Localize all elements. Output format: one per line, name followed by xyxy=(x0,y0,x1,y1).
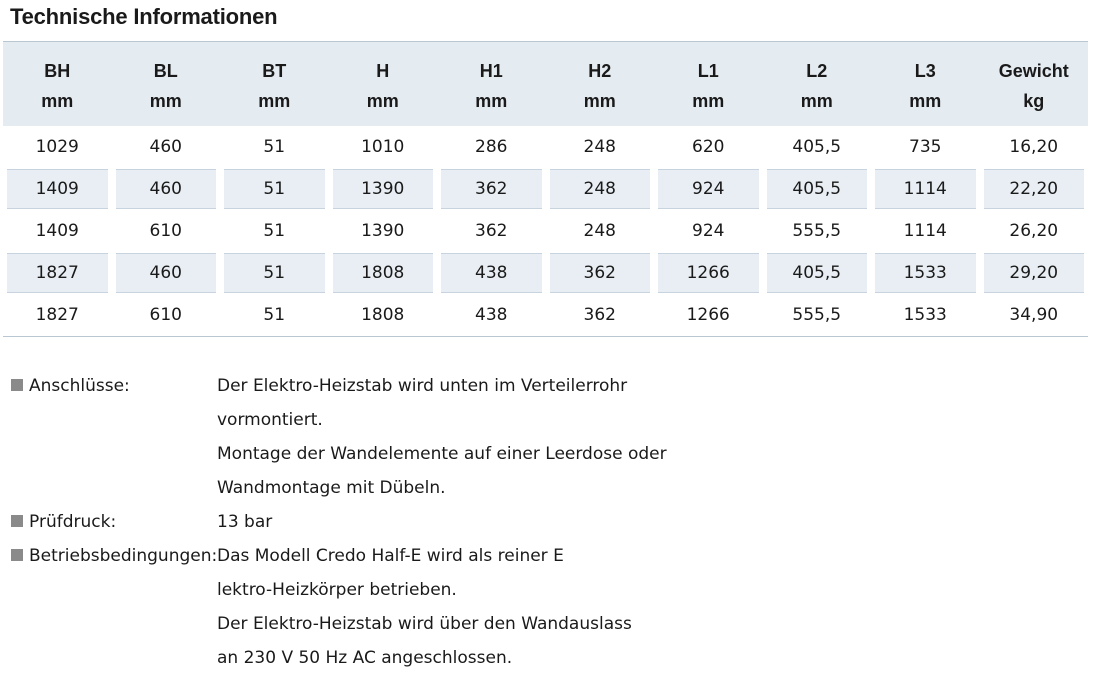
column-name: H1 xyxy=(479,61,503,81)
column-unit: kg xyxy=(1023,91,1045,111)
note-text xyxy=(217,539,632,675)
note-label: Betriebsbedingungen: xyxy=(29,546,218,566)
table-cell: 1114 xyxy=(903,221,947,241)
column-name: BH xyxy=(44,61,71,81)
column-name: Gewicht xyxy=(998,61,1069,81)
note-line: an 230 V 50 Hz AC angeschlossen. xyxy=(217,648,513,668)
table-cell: 51 xyxy=(224,169,325,209)
table-cell: 26,20 xyxy=(1009,221,1059,241)
table-cell: 1390 xyxy=(333,169,434,209)
table-cell: 16,20 xyxy=(1009,137,1059,157)
table-row xyxy=(3,294,1088,336)
table-cell: 1409 xyxy=(7,169,108,209)
column-unit: mm xyxy=(41,91,74,111)
table-cell: 405,5 xyxy=(767,253,868,293)
table-header xyxy=(3,42,1088,126)
table-cell: 1409 xyxy=(35,221,79,241)
table-cell: 1827 xyxy=(7,253,108,293)
table-cell: 362 xyxy=(583,305,616,325)
note-line: Der Elektro-Heizstab wird über den Wandauslass xyxy=(217,614,632,634)
table-cell: 610 xyxy=(149,305,182,325)
table-cell: 51 xyxy=(263,137,286,157)
note-line: vormontiert. xyxy=(217,410,323,430)
note-line: Das Modell Credo Half-E wird als reiner E xyxy=(217,546,564,566)
column-header-h xyxy=(329,42,438,126)
table-cell: 248 xyxy=(550,169,651,209)
table-cell: 1114 xyxy=(875,169,976,209)
column-unit: mm xyxy=(475,91,508,111)
note-label: Prüfdruck: xyxy=(29,512,117,532)
table-cell: 405,5 xyxy=(792,137,842,157)
column-unit: mm xyxy=(800,91,833,111)
square-bullet-icon xyxy=(11,379,23,391)
note-item xyxy=(11,539,667,675)
column-name: L1 xyxy=(697,61,719,81)
notes-list xyxy=(11,369,667,675)
column-name: BL xyxy=(153,61,178,81)
column-unit: mm xyxy=(909,91,942,111)
column-unit: mm xyxy=(583,91,616,111)
table-cell: 924 xyxy=(692,221,725,241)
table-row xyxy=(3,126,1088,168)
table-cell: 51 xyxy=(263,221,286,241)
table-cell: 438 xyxy=(475,305,508,325)
square-bullet-icon xyxy=(11,549,23,561)
table-cell: 1827 xyxy=(35,305,79,325)
table-cell: 460 xyxy=(116,253,217,293)
column-unit: mm xyxy=(149,91,182,111)
column-header-bt xyxy=(220,42,329,126)
table-body xyxy=(3,126,1088,336)
table-cell: 362 xyxy=(441,169,542,209)
note-item xyxy=(11,505,667,539)
table-cell: 610 xyxy=(149,221,182,241)
column-header-bl xyxy=(112,42,221,126)
table-cell: 1390 xyxy=(361,221,405,241)
table-cell: 362 xyxy=(475,221,508,241)
table-cell: 1808 xyxy=(333,253,434,293)
note-text xyxy=(217,505,272,539)
table-row xyxy=(3,252,1088,294)
table-cell: 1533 xyxy=(875,253,976,293)
note-text xyxy=(217,369,667,505)
table-cell: 1808 xyxy=(361,305,405,325)
table-cell: 460 xyxy=(149,137,182,157)
table-cell: 405,5 xyxy=(767,169,868,209)
note-item xyxy=(11,369,667,505)
note-line: Montage der Wandelemente auf einer Leerdose oder xyxy=(217,444,667,464)
table-cell: 1010 xyxy=(361,137,405,157)
column-name: BT xyxy=(262,61,287,81)
table-cell: 1533 xyxy=(903,305,947,325)
column-unit: mm xyxy=(692,91,725,111)
table-bottom-rule xyxy=(3,336,1088,337)
table-cell: 620 xyxy=(692,137,725,157)
note-label: Anschlüsse: xyxy=(29,376,130,396)
tech-table xyxy=(3,41,1088,337)
table-cell: 1266 xyxy=(686,305,730,325)
column-name: H2 xyxy=(588,61,612,81)
table-cell: 248 xyxy=(583,221,616,241)
table-cell: 460 xyxy=(116,169,217,209)
column-name: H xyxy=(376,61,390,81)
note-line: lektro-Heizkörper betrieben. xyxy=(217,580,457,600)
table-cell: 362 xyxy=(550,253,651,293)
note-line: Der Elektro-Heizstab wird unten im Verteilerrohr xyxy=(217,376,628,396)
table-cell: 29,20 xyxy=(984,253,1085,293)
column-header-gewicht xyxy=(980,42,1089,126)
column-name: L2 xyxy=(806,61,828,81)
column-header-h2 xyxy=(546,42,655,126)
table-cell: 51 xyxy=(263,305,286,325)
table-cell: 248 xyxy=(583,137,616,157)
table-cell: 555,5 xyxy=(792,305,842,325)
column-unit: mm xyxy=(366,91,399,111)
table-cell: 924 xyxy=(658,169,759,209)
table-cell: 438 xyxy=(441,253,542,293)
table-row xyxy=(3,168,1088,210)
column-header-bh xyxy=(3,42,112,126)
table-cell: 735 xyxy=(909,137,942,157)
column-name: L3 xyxy=(914,61,936,81)
section-title: Technische Informationen xyxy=(10,4,278,29)
note-line: 13 bar xyxy=(217,512,273,532)
table-cell: 555,5 xyxy=(792,221,842,241)
column-header-l1 xyxy=(654,42,763,126)
table-cell: 1266 xyxy=(658,253,759,293)
table-cell: 1029 xyxy=(35,137,79,157)
table-cell: 34,90 xyxy=(1009,305,1059,325)
table-cell: 286 xyxy=(475,137,508,157)
column-header-h1 xyxy=(437,42,546,126)
note-line: Wandmontage mit Dübeln. xyxy=(217,478,446,498)
column-header-l3 xyxy=(871,42,980,126)
column-header-l2 xyxy=(763,42,872,126)
table-cell: 51 xyxy=(224,253,325,293)
table-row xyxy=(3,210,1088,252)
square-bullet-icon xyxy=(11,515,23,527)
table-cell: 22,20 xyxy=(984,169,1085,209)
column-unit: mm xyxy=(258,91,291,111)
